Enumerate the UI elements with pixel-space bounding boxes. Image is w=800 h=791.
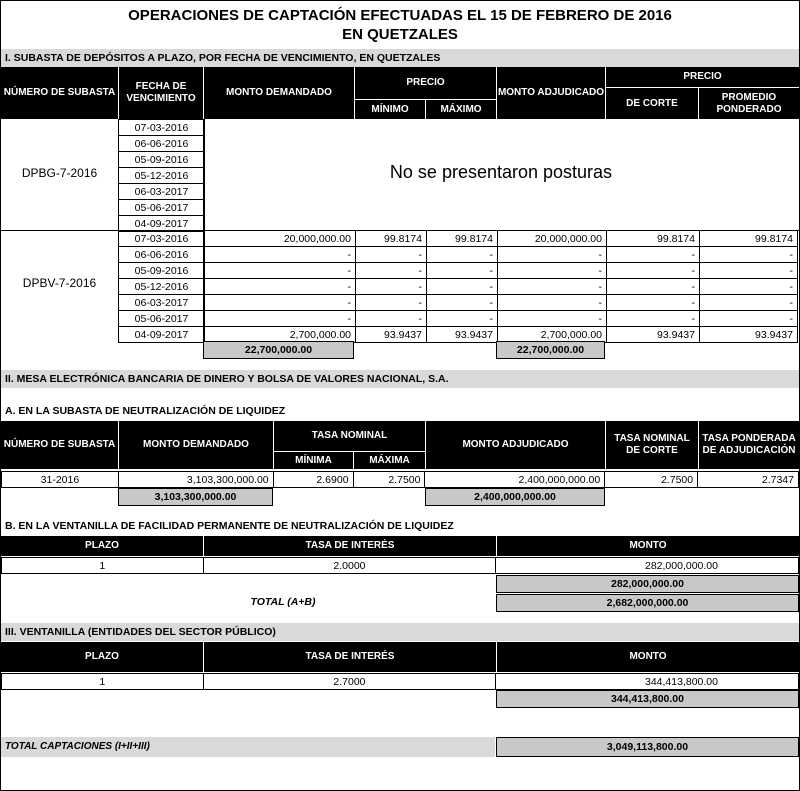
monto-adjudicado: 2,700,000.00 <box>498 327 607 343</box>
section-1-heading: I. SUBASTA DE DEPÓSITOS A PLAZO, POR FECHA DE VENCIMIENTO, EN QUETZALES <box>1 49 799 67</box>
table-row <box>119 311 798 327</box>
precio-corte: - <box>607 247 700 263</box>
section-2b-plazo: 1 <box>2 558 204 574</box>
maturity-date: 05-06-2017 <box>119 200 205 216</box>
header-fecha-vencimiento: FECHA DE VENCIMIENTO <box>118 67 203 119</box>
maturity-date: 07-03-2016 <box>119 231 205 247</box>
precio-maximo: 99.8174 <box>427 231 498 247</box>
monto-adjudicado: - <box>498 311 607 327</box>
header-numero-subasta: NÚMERO DE SUBASTA <box>1 67 118 119</box>
monto-demandado: 2,700,000.00 <box>205 327 356 343</box>
header-3-tasa: TASA DE INTERÉS <box>203 642 496 672</box>
header-2b-monto: MONTO <box>496 536 799 556</box>
precio-maximo: 93.9437 <box>427 327 498 343</box>
precio-corte: - <box>607 279 700 295</box>
monto-adjudicado: 20,000,000.00 <box>498 231 607 247</box>
precio-promedio: 93.9437 <box>700 327 798 343</box>
monto-adjudicado: - <box>498 295 607 311</box>
precio-maximo: - <box>427 311 498 327</box>
precio-corte: - <box>607 311 700 327</box>
maturity-date: 06-03-2017 <box>119 184 205 200</box>
auction-1-dates <box>118 119 205 232</box>
maturity-date: 05-12-2016 <box>119 168 205 184</box>
header-3-monto: MONTO <box>496 642 799 672</box>
monto-demandado: - <box>205 311 356 327</box>
header-2a-monto-demandado: MONTO DEMANDADO <box>118 421 273 469</box>
section-2a-heading: A. EN LA SUBASTA DE NEUTRALIZACIÓN DE LIQUIDEZ <box>5 405 286 417</box>
section-3-subtotal: 344,413,800.00 <box>496 690 799 708</box>
monto-demandado: - <box>205 279 356 295</box>
section-2-heading: II. MESA ELECTRÓNICA BANCARIA DE DINERO Y BOLSA DE VALORES NACIONAL, S.A. <box>1 370 799 388</box>
table-row <box>119 231 798 247</box>
header-monto-adjudicado: MONTO ADJUDICADO <box>496 67 605 119</box>
header-2a-numero: NÚMERO DE SUBASTA <box>1 421 118 469</box>
monto-demandado: 20,000,000.00 <box>205 231 356 247</box>
monto-demandado: - <box>205 263 356 279</box>
maturity-date: 04-09-2017 <box>119 327 205 343</box>
precio-minimo: - <box>356 279 427 295</box>
auction-2-table <box>118 230 798 343</box>
maturity-date: 04-09-2017 <box>119 216 205 232</box>
header-2b-plazo: PLAZO <box>1 536 203 556</box>
header-3-plazo: PLAZO <box>1 642 203 672</box>
precio-promedio: - <box>700 247 798 263</box>
table-row <box>119 295 798 311</box>
grand-total-label: TOTAL CAPTACIONES (I+II+III) <box>1 737 495 757</box>
precio-promedio: 99.8174 <box>700 231 798 247</box>
monto-adjudicado: 2,400,000,000.00 <box>425 472 605 488</box>
maturity-date: 06-06-2016 <box>119 247 205 263</box>
auction-1-id: DPBG-7-2016 <box>21 166 98 180</box>
precio-corte: - <box>607 295 700 311</box>
report-subtitle: EN QUETZALES <box>342 26 458 43</box>
tasa-maxima: 2.7500 <box>353 472 425 488</box>
precio-minimo: - <box>356 247 427 263</box>
precio-maximo: - <box>427 295 498 311</box>
maturity-date: 06-03-2017 <box>119 295 205 311</box>
monto-demandado: 3,103,300,000.00 <box>118 472 273 488</box>
total-a-b-label: TOTAL (A+B) <box>250 596 316 608</box>
report-title: OPERACIONES DE CAPTACIÓN EFECTUADAS EL 15 DE FEBRERO DE 2016 <box>128 7 672 24</box>
numero-subasta: 31-2016 <box>2 472 119 488</box>
grand-total-value: 3,049,113,800.00 <box>496 737 799 757</box>
monto-demandado: - <box>205 247 356 263</box>
section-2a-table <box>1 471 799 488</box>
precio-promedio: - <box>700 279 798 295</box>
section-2b-heading: B. EN LA VENTANILLA DE FACILIDAD PERMANENTE DE NEUTRALIZACIÓN DE LIQUIDEZ <box>5 520 454 532</box>
maturity-date: 05-12-2016 <box>119 279 205 295</box>
header-precio-2: PRECIO <box>605 67 799 87</box>
precio-maximo: - <box>427 263 498 279</box>
total-a-b-value: 2,682,000,000.00 <box>496 594 799 612</box>
section-2b-tasa: 2.0000 <box>203 558 496 574</box>
precio-promedio: - <box>700 311 798 327</box>
monto-demandado: - <box>205 295 356 311</box>
header-precio: PRECIO <box>354 67 496 99</box>
header-2b-tasa: TASA DE INTERÉS <box>203 536 496 556</box>
section-3-plazo: 1 <box>2 674 204 690</box>
monto-adjudicado: - <box>498 279 607 295</box>
header-2a-tasa-corte: TASA NOMINAL DE CORTE <box>605 421 698 469</box>
section-2a-total-adjudicado: 2,400,000,000.00 <box>425 488 605 506</box>
monto-adjudicado: - <box>498 263 607 279</box>
precio-minimo: 99.8174 <box>356 231 427 247</box>
auction-2-total-demandado: 22,700,000.00 <box>203 341 354 359</box>
tasa-ponderada: 2.7347 <box>698 472 799 488</box>
precio-minimo: 93.9437 <box>356 327 427 343</box>
section-3-table <box>1 673 799 690</box>
section-2b-monto: 282,000,000.00 <box>496 558 799 574</box>
header-2a-maxima: MÁXIMA <box>353 452 425 469</box>
header-promedio-ponderado: PROMEDIO PONDERADO <box>698 88 799 119</box>
table-row <box>2 472 799 488</box>
tasa-minima: 2.6900 <box>273 472 353 488</box>
maturity-date: 05-09-2016 <box>119 152 205 168</box>
section-3-heading: III. VENTANILLA (ENTIDADES DEL SECTOR PÚBLICO) <box>1 623 799 641</box>
section-2a-total-demandado: 3,103,300,000.00 <box>118 488 273 506</box>
header-minimo: MÍNIMO <box>354 100 425 119</box>
precio-minimo: - <box>356 295 427 311</box>
table-row <box>119 279 798 295</box>
table-row <box>119 263 798 279</box>
maturity-date: 06-06-2016 <box>119 136 205 152</box>
no-bids-message: No se presentaron posturas <box>389 162 613 182</box>
monto-adjudicado: - <box>498 247 607 263</box>
header-de-corte: DE CORTE <box>605 88 698 119</box>
header-monto-demandado: MONTO DEMANDADO <box>203 67 354 119</box>
section-2b-subtotal: 282,000,000.00 <box>496 575 799 593</box>
section-3-monto: 344,413,800.00 <box>496 674 799 690</box>
precio-minimo: - <box>356 311 427 327</box>
maturity-date: 05-09-2016 <box>119 263 205 279</box>
precio-promedio: - <box>700 263 798 279</box>
header-maximo: MÁXIMO <box>425 100 496 119</box>
tasa-corte: 2.7500 <box>605 472 698 488</box>
precio-corte: - <box>607 263 700 279</box>
precio-corte: 93.9437 <box>607 327 700 343</box>
maturity-date: 07-03-2016 <box>119 120 205 136</box>
precio-maximo: - <box>427 247 498 263</box>
precio-corte: 99.8174 <box>607 231 700 247</box>
maturity-date: 05-06-2017 <box>119 311 205 327</box>
precio-minimo: - <box>356 263 427 279</box>
precio-maximo: - <box>427 279 498 295</box>
auction-2-total-adjudicado: 22,700,000.00 <box>496 341 605 359</box>
section-3-tasa: 2.7000 <box>203 674 496 690</box>
header-2a-tasa-nominal: TASA NOMINAL <box>273 421 425 451</box>
table-row <box>119 247 798 263</box>
header-2a-tasa-ponderada: TASA PONDERADA DE ADJUDICACIÓN <box>698 421 799 469</box>
section-2b-table <box>1 557 799 574</box>
auction-2-id: DPBV-7-2016 <box>22 276 97 290</box>
header-2a-monto-adjudicado: MONTO ADJUDICADO <box>425 421 605 469</box>
header-2a-minima: MÍNIMA <box>273 452 353 469</box>
precio-promedio: - <box>700 295 798 311</box>
